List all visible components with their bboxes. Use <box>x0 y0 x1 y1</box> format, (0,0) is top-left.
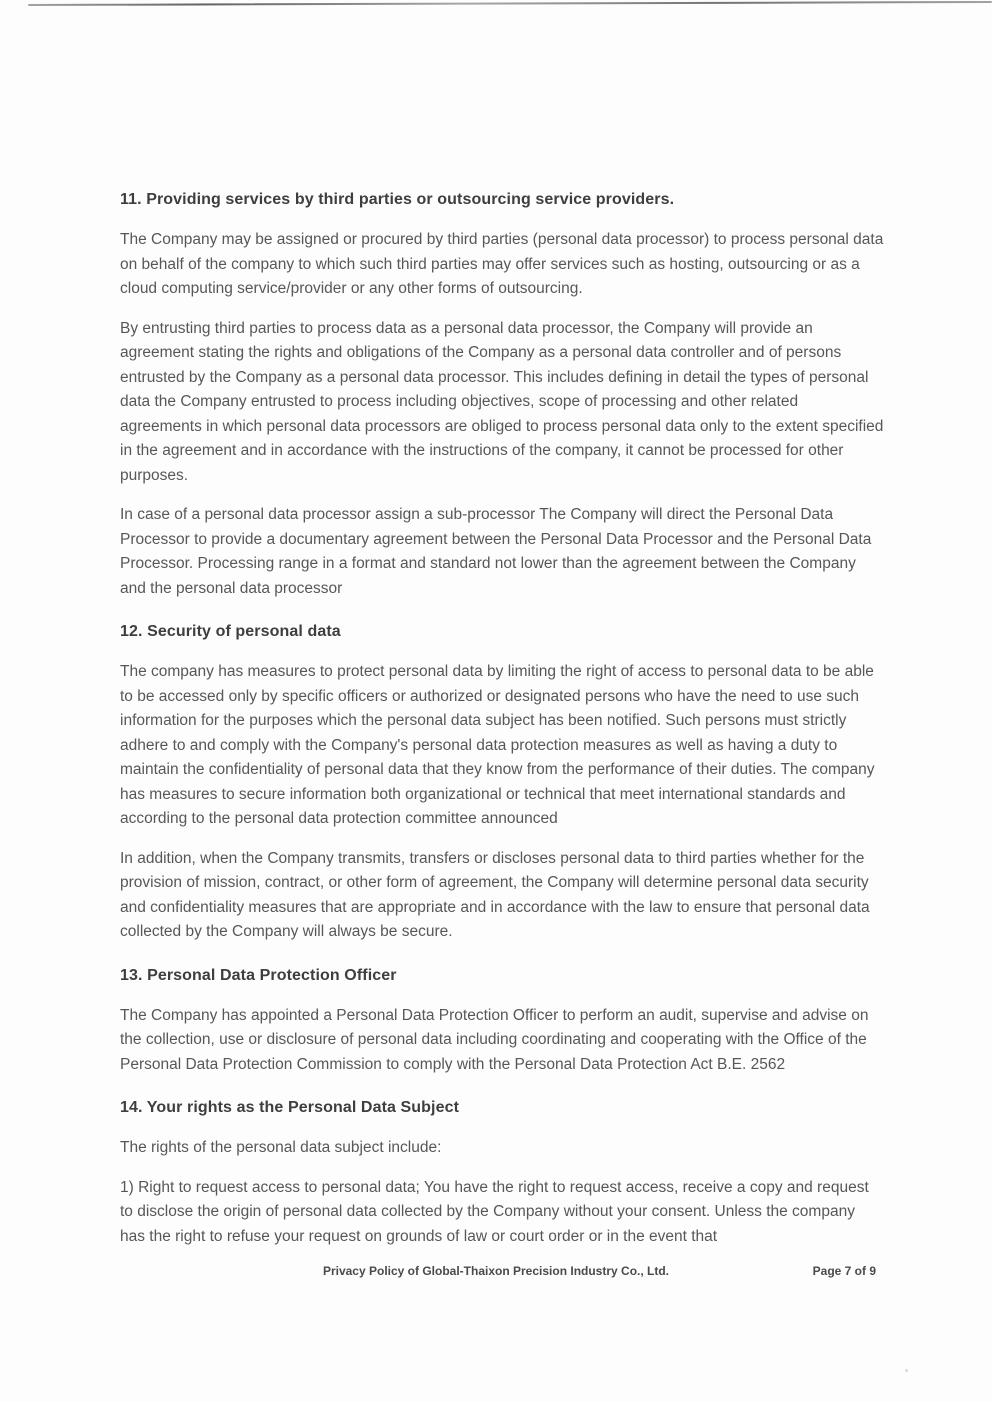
section-14-heading: 14. Your rights as the Personal Data Subject <box>120 1099 460 1116</box>
section-13-paragraph-1: The Company has appointed a Personal Data Protection Officer to perform an audit, supervise and advise on the collection, use or disclosure of personal data including coordinating and cooperating with the Office of the Personal Data Protection Commission to comply with the Personal Data Protection Act B.E. 2562 <box>120 1006 869 1073</box>
section-12 <box>120 616 884 945</box>
section-14 <box>120 1092 884 1249</box>
section-11-paragraph-1: The Company may be assigned or procured by third parties (personal data processor) to process personal data on behalf of the company to which such third parties may offer services such as hosting, outsourcing or as a cloud computing service/provider or any other forms of outsourcing. <box>120 231 884 297</box>
section-11-heading: 11. Providing services by third parties or outsourcing service providers. <box>120 191 675 208</box>
footer-page-number: Page 7 of 9 <box>812 1264 876 1278</box>
section-12-paragraph-2: In addition, when the Company transmits, transfers or discloses personal data to third parties whether for the provision of mission, contract, or other form of agreement, the Company will determine personal data security and confidentiality measures that are appropriate and in accordance with the law to ensure that personal data collected by the Company will always be secure. <box>120 849 870 940</box>
section-11-paragraph-2: By entrusting third parties to process data as a personal data processor, the Company will provide an agreement stating the rights and obligations of the Company as a personal data controller and of persons entrusted by the Company as a personal data processor. This includes defining in detail the types of personal data the Company entrusted to process including objectives, scope of processing and other related agreements in which personal data processors are obliged to process personal data only to the extent specified in the agreement and in accordance with the instructions of the company, it cannot be processed for other purposes. <box>120 319 884 484</box>
section-14-intro: The rights of the personal data subject include: <box>120 1139 442 1156</box>
section-12-heading: 12. Security of personal data <box>120 623 341 640</box>
section-13 <box>120 960 884 1078</box>
footer-document-title: Privacy Policy of Global-Thaixon Precision Industry Co., Ltd. <box>322 1264 670 1278</box>
section-11 <box>120 184 884 601</box>
scan-speck-artifact <box>905 1369 908 1372</box>
document-body <box>120 184 884 1264</box>
scan-edge-artifact <box>28 1 992 6</box>
section-11-paragraph-3: In case of a personal data processor assign a sub-processor The Company will direct the Personal Data Processor to provide a documentary agreement between the Personal Data Processor and the Personal Data Processor. Processing range in a format and standard not lower than the agreement between the Company and the personal data processor <box>120 506 872 597</box>
section-13-heading: 13. Personal Data Protection Officer <box>120 966 397 984</box>
page-footer <box>0 1263 992 1281</box>
section-12-paragraph-1: The company has measures to protect personal data by limiting the right of access to personal data to be able to be accessed only by specific officers or authorized or designated persons who have the need to use such information for the purposes which the personal data subject has been notified. Such persons must strictly adhere to and comply with the Company's personal data protection measures as well as having a duty to maintain the confidentiality of personal data that they know from the performance of their duties. The company has measures to secure information both organizational or technical that meet international standards and according to the personal data protection committee announced <box>120 663 875 827</box>
section-14-right-1: 1) Right to request access to personal data; You have the right to request access, receive a copy and request to disclose the origin of personal data collected by the Company without your consent. Unless the company has the right to refuse your request on grounds of law or court order or in the event that <box>120 1178 869 1245</box>
